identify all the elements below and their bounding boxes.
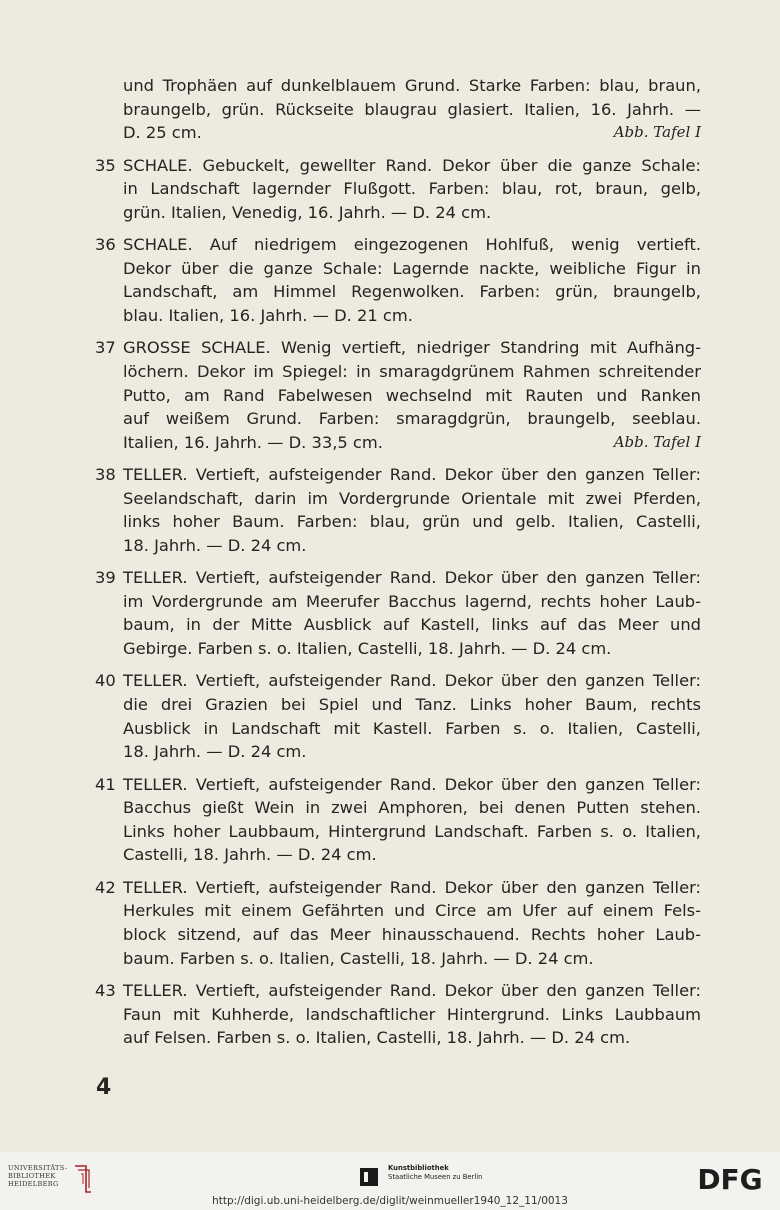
entry-line: grün. Italien, Venedig, 16. Jahrh. — D. 24 cm. [123, 202, 492, 222]
entry-number: 40 [95, 671, 116, 691]
catalog-entry [95, 773, 701, 867]
entry-line [123, 431, 701, 455]
entry-line: und Trophäen auf dunkelblauem Grund. Starke Farben: blau, braun, [123, 76, 701, 95]
university-logo-icon[interactable] [72, 1162, 94, 1196]
entry-line: Bacchus gießt Wein in zwei Amphoren, bei denen Putten stehen. [123, 798, 701, 818]
entry-line: TELLER. Vertieft, aufsteigender Rand. Dekor über den ganzen Teller: [123, 465, 701, 485]
entry-number: 35 [95, 155, 116, 175]
university-line-3: HEIDELBERG [8, 1180, 59, 1188]
entry-line: TELLER. Vertieft, aufsteigender Rand. Dekor über den ganzen Teller: [123, 774, 701, 794]
kunstbibliothek-subtitle: Staatliche Museen zu Berlin [388, 1173, 483, 1181]
entry-line: auf weißem Grund. Farben: smaragdgrün, braungelb, seeblau. [123, 409, 701, 429]
kunstbibliothek-logo-text[interactable] [388, 1164, 482, 1182]
entry-line: Links hoher Laubbaum, Hintergrund Landschaft. Farben s. o. Italien, [123, 821, 701, 841]
catalog-entry [95, 336, 701, 454]
entry-number: 41 [95, 774, 116, 794]
entry-line: baum, in der Mitte Ausblick auf Kastell, links auf das Meer und [123, 615, 701, 635]
plate-reference: Abb. Tafel I [613, 432, 701, 451]
entry-line: GROSSE SCHALE. Wenig vertieft, niedriger Standring mit Aufhäng- [123, 338, 701, 358]
dfg-logo-icon[interactable] [690, 1165, 770, 1193]
entry-line: TELLER. Vertieft, aufsteigender Rand. Dekor über den ganzen Teller: [123, 980, 701, 1000]
entry-line: Seelandschaft, darin im Vordergrunde Orientale mit zwei Pferden, [123, 488, 701, 508]
entry-line: die drei Grazien bei Spiel und Tanz. Links hoher Baum, rechts [123, 695, 701, 715]
entry-line: auf Felsen. Farben s. o. Italien, Castelli, 18. Jahrh. — D. 24 cm. [123, 1028, 631, 1048]
entry-line: Ausblick in Landschaft mit Kastell. Farben s. o. Italien, Castelli, [123, 718, 701, 738]
entry-line: TELLER. Vertieft, aufsteigender Rand. Dekor über den ganzen Teller: [123, 568, 701, 588]
entry-line: braungelb, grün. Rückseite blaugrau glasiert. Italien, 16. Jahrh. — [123, 99, 701, 119]
entry-line: TELLER. Vertieft, aufsteigender Rand. Dekor über den ganzen Teller: [123, 877, 701, 897]
catalog-entry [95, 979, 701, 1050]
catalog-entry [95, 669, 701, 763]
catalog-entry [95, 566, 701, 660]
entry-line: Gebirge. Farben s. o. Italien, Castelli, 18. Jahrh. — D. 24 cm. [123, 639, 612, 659]
kunstbibliothek-title: Kunstbibliothek [388, 1164, 449, 1172]
source-url[interactable]: http://digi.ub.uni-heidelberg.de/diglit/weinmueller1940_12_11/0013 [212, 1195, 568, 1207]
entry-line: blau. Italien, 16. Jahrh. — D. 21 cm. [123, 305, 413, 325]
catalog-entry [95, 876, 701, 970]
entry-line: SCHALE. Auf niedrigem eingezogenen Hohlfuß, wenig vertieft. [123, 235, 701, 255]
page-number: 4 [96, 1075, 112, 1100]
entry-line: Herkules mit einem Gefährten und Circe am Ufer auf einem Fels- [123, 901, 701, 921]
kunstbibliothek-logo-icon[interactable] [358, 1165, 380, 1189]
entry-line: Putto, am Rand Fabelwesen wechselnd mit Rauten und Ranken [123, 385, 701, 405]
entry-line-text: Italien, 16. Jahrh. — D. 33,5 cm. [123, 432, 383, 452]
plate-reference: Abb. Tafel I [613, 123, 701, 142]
entry-line: Castelli, 18. Jahrh. — D. 24 cm. [123, 845, 377, 865]
university-library-logo-text[interactable] [8, 1164, 67, 1188]
catalog-entry [95, 74, 701, 145]
entry-line [123, 121, 701, 145]
entry-number: 43 [95, 980, 116, 1000]
entry-line: TELLER. Vertieft, aufsteigender Rand. Dekor über den ganzen Teller: [123, 671, 701, 691]
entry-number: 38 [95, 465, 116, 485]
entry-line: im Vordergrunde am Meerufer Bacchus lagernd, rechts hoher Laub- [123, 591, 701, 611]
entry-line: Dekor über die ganze Schale: Lagernde nackte, weibliche Figur in [123, 258, 701, 278]
entry-line: 18. Jahrh. — D. 24 cm. [123, 535, 307, 555]
entry-line: löchern. Dekor im Spiegel: in smaragdgrünem Rahmen schreitender [123, 361, 701, 381]
catalog-entry [95, 154, 701, 225]
entry-number: 37 [95, 338, 116, 358]
entry-line: links hoher Baum. Farben: blau, grün und gelb. Italien, Castelli, [123, 512, 701, 532]
entry-number: 36 [95, 235, 116, 255]
entry-number: 42 [95, 877, 116, 897]
entry-line: in Landschaft lagernder Flußgott. Farben: blau, rot, braun, gelb, [123, 179, 701, 199]
university-line-2: BIBLIOTHEK [8, 1172, 56, 1180]
entry-line: baum. Farben s. o. Italien, Castelli, 18. Jahrh. — D. 24 cm. [123, 948, 594, 968]
dfg-logo-text: DFG [697, 1165, 763, 1193]
entry-line-text: D. 25 cm. [123, 123, 202, 143]
catalog-entry [95, 233, 701, 327]
entry-line: 18. Jahrh. — D. 24 cm. [123, 742, 307, 762]
catalog-entry [95, 463, 701, 557]
entry-line: block sitzend, auf das Meer hinausschauend. Rechts hoher Laub- [123, 924, 701, 944]
entry-line: Faun mit Kuhherde, landschaftlicher Hintergrund. Links Laubbaum [123, 1004, 701, 1024]
catalog-entries [95, 74, 701, 1059]
university-line-1: UNIVERSITÄTS- [8, 1164, 68, 1172]
entry-line: Landschaft, am Himmel Regenwolken. Farben: grün, braungelb, [123, 282, 701, 302]
entry-number: 39 [95, 568, 116, 588]
entry-line: SCHALE. Gebuckelt, gewellter Rand. Dekor über die ganze Schale: [123, 155, 701, 175]
